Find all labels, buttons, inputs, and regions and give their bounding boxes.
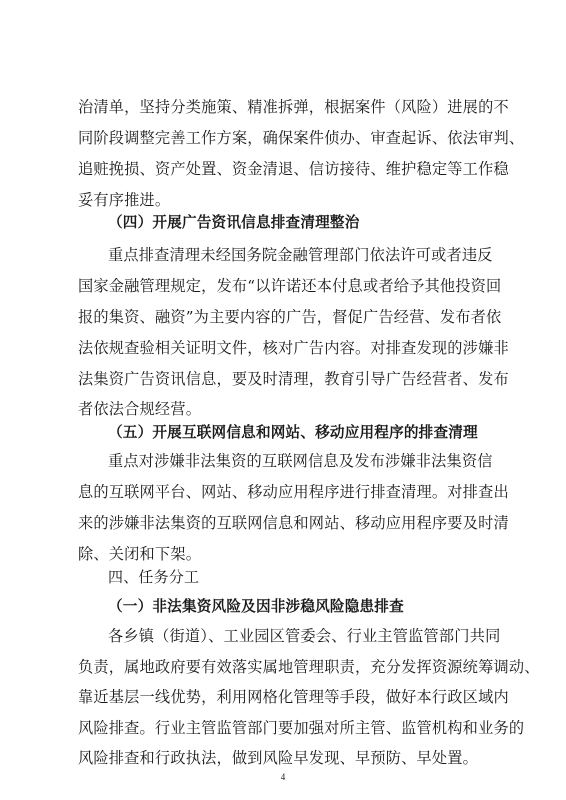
paragraph-line: 靠近基层一线优势，利用网格化管理等手段，做好本行政区域内 <box>78 688 509 706</box>
paragraph-line: 报的集资、融资”为主要内容的广告，督促广告经营、发布者依 <box>78 308 502 326</box>
paragraph-line: 治清单，坚持分类施策、精准拆弹，根据案件（风险）进展的不 <box>78 98 509 116</box>
paragraph-line: 除、关闭和下架。 <box>78 545 202 563</box>
paragraph-line: 各乡镇（街道）、工业园区管委会、行业主管监管部门共同 <box>108 627 501 645</box>
subsection-heading-1: （一）非法集资风险及因非涉稳风险隐患排查 <box>108 598 404 615</box>
paragraph-line: 风险排查和行政执法，做到风险早发现、早预防、早处置。 <box>78 749 479 767</box>
paragraph-line: 息的互联网平台、网站、移动应用程序进行排查清理。对排查出 <box>78 483 509 501</box>
paragraph-line: 法依规查验相关证明文件，核对广告内容。对排查发现的涉嫌非 <box>78 339 509 357</box>
paragraph-line: 国家金融管理规定，发布“以许诺还本付息或者给予其他投资回 <box>78 277 502 295</box>
paragraph-line: 法集资广告资讯信息，要及时清理，教育引导广告经营者、发布 <box>78 370 509 388</box>
paragraph-line: 追赃挽损、资产处置、资金清退、信访接待、维护稳定等工作稳 <box>78 160 509 178</box>
section-heading-4: （四）开展广告资讯信息排查清理整治 <box>108 214 360 231</box>
paragraph-line: 来的涉嫌非法集资的互联网信息和网站、移动应用程序要及时清 <box>78 514 509 532</box>
page-number: 4 <box>280 772 286 782</box>
section-title-4: 四、任务分工 <box>108 568 200 586</box>
paragraph-line: 者依法合规经营。 <box>78 400 202 418</box>
paragraph-line: 重点对涉嫌非法集资的互联网信息及发布涉嫌非法集资信 <box>108 452 493 470</box>
paragraph-line: 重点排查清理未经国务院金融管理部门依法许可或者违反 <box>108 246 493 264</box>
paragraph-line: 同阶段调整完善工作方案，确保案件侦办、审查起诉、依法审判、 <box>78 129 525 147</box>
paragraph-line: 妥有序推进。 <box>78 191 171 209</box>
paragraph-line: 负责，属地政府要有效落实属地管理职责，充分发挥资源统筹调动、 <box>78 658 540 676</box>
section-heading-5: （五）开展互联网信息和网站、移动应用程序的排查清理 <box>108 424 478 441</box>
paragraph-line: 风险排查。行业主管监管部门要加强对所主管、监管机构和业务的 <box>78 719 525 737</box>
